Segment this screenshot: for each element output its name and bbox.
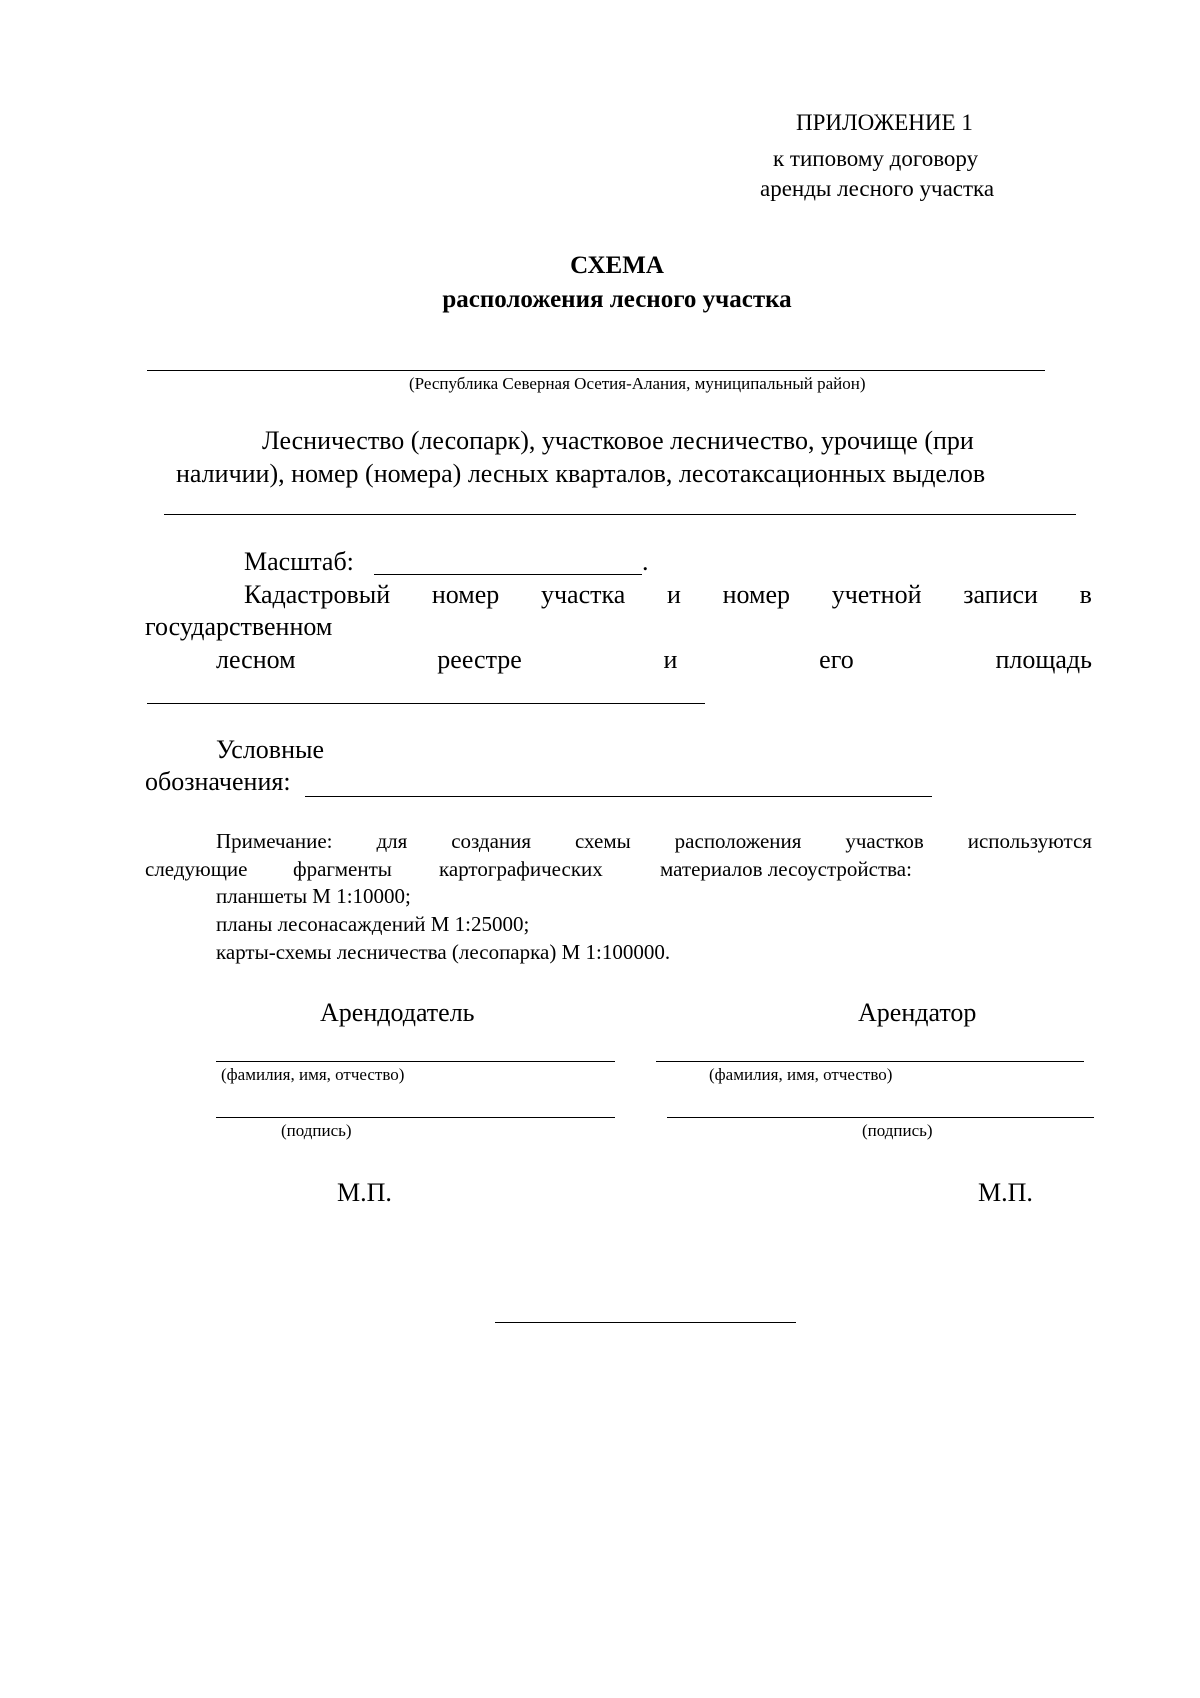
cadastral-word: и — [663, 645, 678, 674]
lessor-name-caption: (фамилия, имя, отчество) — [221, 1065, 405, 1084]
note-row2-word1: следующие — [145, 857, 248, 881]
forestry-text-line1: Лесничество (лесопарк), участковое лесничество, урочище (при — [262, 426, 974, 455]
cadastral-word: и — [666, 580, 681, 609]
cadastral-word: реестре — [437, 645, 522, 674]
forestry-field-line — [164, 514, 1076, 515]
note-row2-word2: фрагменты — [293, 857, 392, 881]
cadastral-word: площадь — [995, 645, 1092, 674]
document-title: СХЕМА — [570, 252, 664, 279]
cadastral-word: Кадастровый — [244, 580, 391, 609]
cadastral-word: в — [1079, 580, 1092, 609]
legend-label-line1: Условные — [216, 735, 324, 764]
region-caption: (Республика Северная Осетия-Алания, муниципальный район) — [409, 374, 866, 393]
cadastral-word: участка — [540, 580, 626, 609]
lessor-signature-line — [216, 1117, 615, 1118]
lessee-name-caption: (фамилия, имя, отчество) — [709, 1065, 893, 1084]
cadastral-text-row3 — [216, 645, 1092, 675]
note-word: используются — [967, 829, 1092, 853]
note-item-tablets: планшеты М 1:10000; — [216, 884, 411, 908]
lessee-signature-line — [667, 1117, 1094, 1118]
lessor-signature-caption: (подпись) — [281, 1121, 352, 1140]
lessee-name-line — [656, 1061, 1084, 1062]
scale-label: Масштаб: — [244, 547, 354, 576]
cadastral-word: записи — [963, 580, 1038, 609]
note-row2-word4: материалов лесоустройства: — [660, 857, 912, 881]
cadastral-word: номер — [722, 580, 790, 609]
legend-label-line2: обозначения: — [145, 767, 291, 796]
scale-period: . — [642, 547, 649, 576]
cadastral-word: номер — [431, 580, 500, 609]
legend-field-line — [305, 796, 932, 797]
note-word: расположения — [674, 829, 802, 853]
lessee-title: Арендатор — [858, 998, 977, 1027]
region-field-line — [147, 370, 1045, 371]
lessor-stamp: М.П. — [337, 1178, 392, 1207]
note-word: схемы — [575, 829, 631, 853]
forestry-text-line2: наличии), номер (номера) лесных кварталов, лесотаксационных выделов — [176, 459, 986, 488]
note-word: создания — [451, 829, 532, 853]
cadastral-text-row2: государственном — [145, 612, 333, 641]
appendix-number: ПРИЛОЖЕНИЕ 1 — [796, 110, 973, 135]
lessee-signature-caption: (подпись) — [862, 1121, 933, 1140]
note-item-maps: карты-схемы лесничества (лесопарка) М 1:100000. — [216, 940, 671, 964]
cadastral-word: учетной — [831, 580, 922, 609]
note-word: Примечание: — [216, 829, 333, 853]
lessee-stamp: М.П. — [978, 1178, 1033, 1207]
note-row1 — [216, 829, 1092, 854]
document-subtitle: расположения лесного участка — [442, 286, 792, 313]
closing-separator — [495, 1322, 796, 1323]
note-word: для — [376, 829, 408, 853]
appendix-line-contract: к типовому договору — [773, 146, 979, 171]
lessor-title: Арендодатель — [320, 998, 475, 1027]
cadastral-field-line — [147, 703, 705, 704]
lessor-name-line — [216, 1061, 615, 1062]
cadastral-word: лесном — [216, 645, 296, 674]
note-item-plans: планы лесонасаждений М 1:25000; — [216, 912, 530, 936]
note-word: участков — [845, 829, 924, 853]
scale-field-line — [374, 574, 642, 575]
cadastral-word: его — [819, 645, 854, 674]
cadastral-text-row1 — [244, 580, 1092, 610]
appendix-line-lease: аренды лесного участка — [760, 176, 995, 201]
note-row2-word3: картографических — [439, 857, 603, 881]
